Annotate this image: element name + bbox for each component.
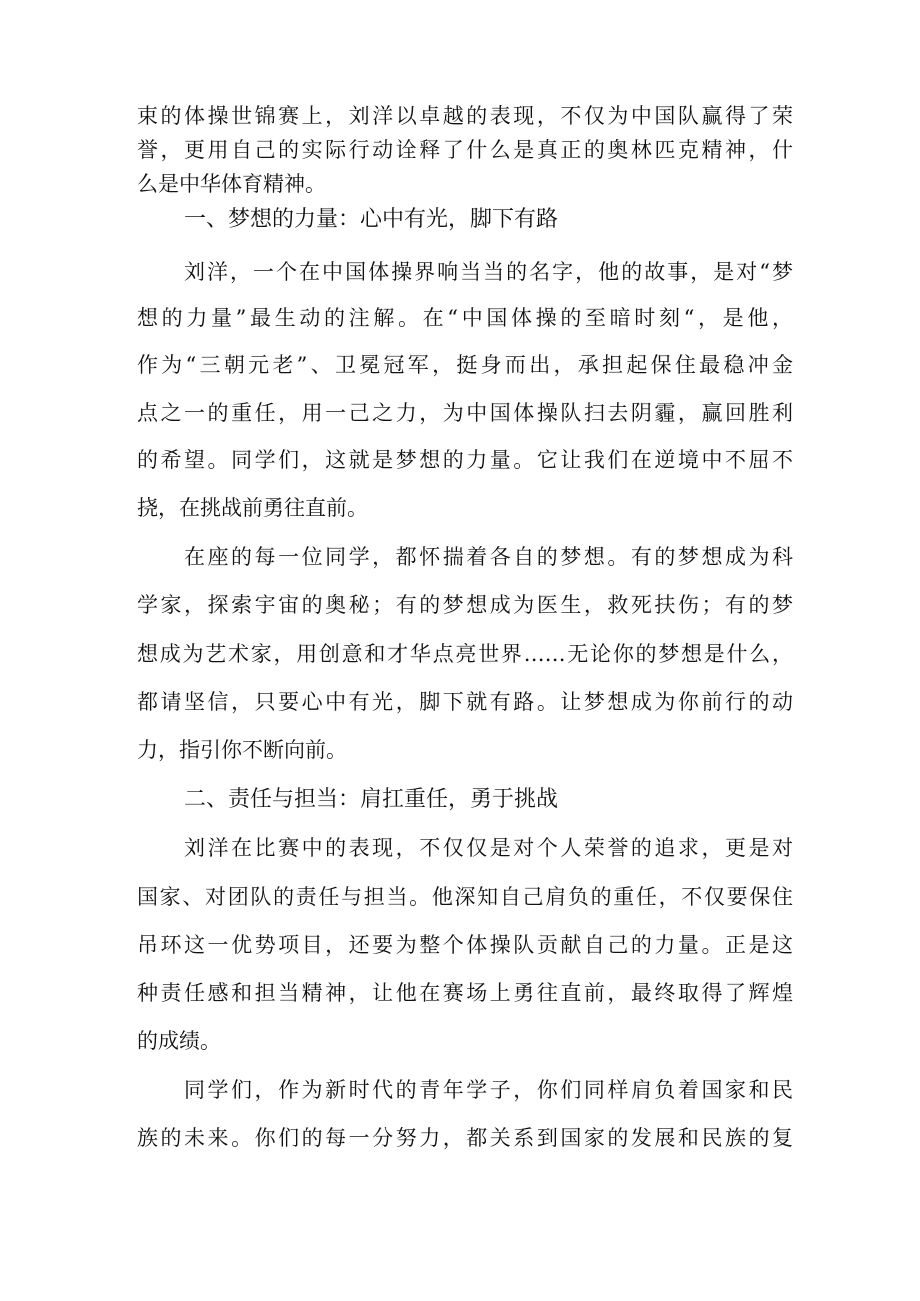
body-text-line: 种责任感和担当精神，让他在赛场上勇往直前，最终取得了辉煌 <box>137 981 793 1005</box>
body-text-line: 誉，更用自己的实际行动诠释了什么是真正的奥林匹克精神，什 <box>137 138 793 162</box>
body-text-line: 力，指引你不断向前。 <box>137 738 347 762</box>
body-text-line: 学家，探索宇宙的奥秘；有的梦想成为医生，救死扶伤；有的梦 <box>137 593 793 617</box>
body-text-line: 国家、对团队的责任与担当。他深知自己肩负的重任，不仅要保住 <box>137 885 793 909</box>
body-text-line: 刘洋，一个在中国体操界响当当的名字，他的故事，是对“梦 <box>184 260 793 284</box>
body-text-line: 想成为艺术家，用创意和才华点亮世界……无论你的梦想是什么， <box>137 642 793 666</box>
section-heading: 二、责任与担当：肩扛重任，勇于挑战 <box>184 787 559 812</box>
body-text-line: 点之一的重任，用一己之力，为中国体操队扫去阴霾，赢回胜利 <box>137 401 793 425</box>
body-text-line: 挠，在挑战前勇往直前。 <box>137 496 368 520</box>
body-text-line: 的成绩。 <box>137 1029 221 1053</box>
section-heading: 一、梦想的力量：心中有光，脚下有路 <box>184 207 559 232</box>
body-text-line: 束的体操世锦赛上，刘洋以卓越的表现，不仅为中国队赢得了荣 <box>137 104 793 128</box>
body-text-line: 么是中华体育精神。 <box>137 172 326 196</box>
body-text-line: 吊环这一优势项目，还要为整个体操队贡献自己的力量。正是这 <box>137 933 793 957</box>
body-text-line: 刘洋在比赛中的表现，不仅仅是对个人荣誉的追求，更是对 <box>184 836 793 860</box>
body-text-line: 在座的每一位同学，都怀揣着各自的梦想。有的梦想成为科 <box>184 545 793 569</box>
body-text-line: 族的未来。你们的每一分努力，都关系到国家的发展和民族的复 <box>137 1126 793 1150</box>
body-text-line: 作为“三朝元老”、卫冕冠军，挺身而出，承担起保住最稳冲金 <box>137 353 793 377</box>
body-text-line: 都请坚信，只要心中有光，脚下就有路。让梦想成为你前行的动 <box>137 690 793 714</box>
body-text-line: 同学们，作为新时代的青年学子，你们同样肩负着国家和民 <box>184 1078 793 1102</box>
body-text-line: 的希望。同学们，这就是梦想的力量。它让我们在逆境中不屈不 <box>137 448 793 472</box>
body-text-line: 想的力量”最生动的注解。在“中国体操的至暗时刻“，是他， <box>137 306 793 330</box>
